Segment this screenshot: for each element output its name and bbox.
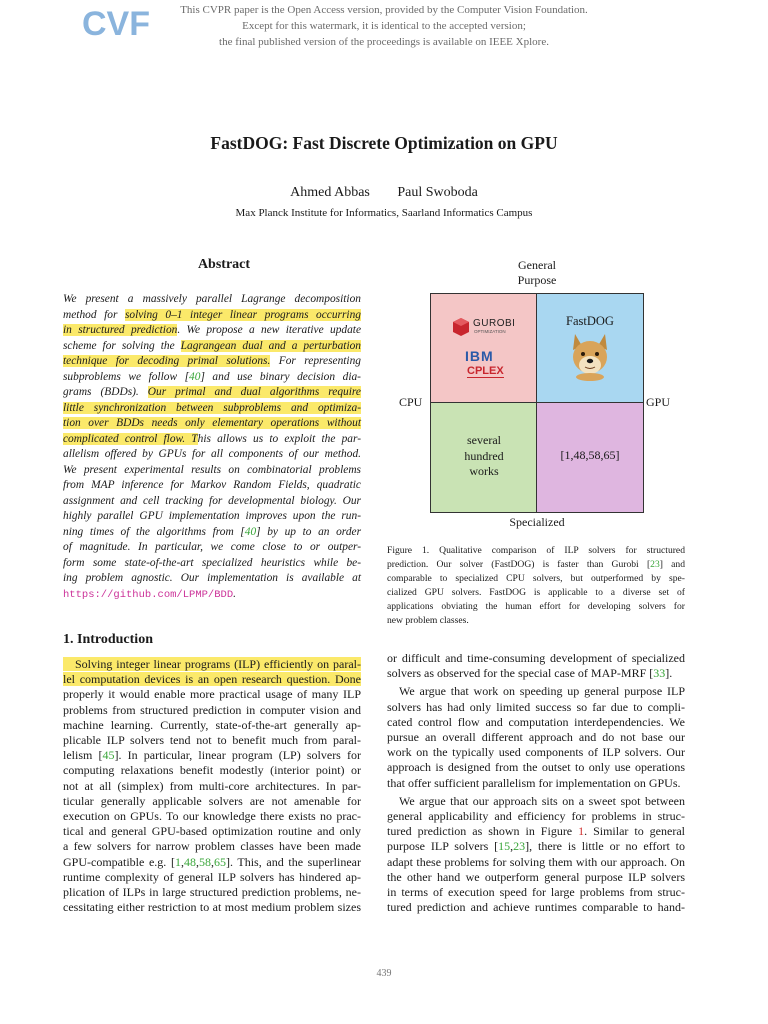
text-line: general applicability and efficiency for problems in struc- [387, 809, 685, 824]
watermark-line: This CVPR paper is the Open Access version, provided by the Computer Vision Foundation. [180, 4, 588, 16]
highlight: technique for decoding primal solutions. [63, 355, 271, 367]
text-line: Figure 1. Qualitative comparison of ILP solvers for structured [387, 545, 685, 556]
text-line: cated control flow and computation interdependencies. We [387, 714, 685, 729]
section-heading: 1. Introduction [63, 632, 153, 647]
text-line: pursue an overall different approach and do not base our [387, 730, 685, 745]
text-line: highly parallel GPU implementation improves upon the run- [63, 510, 361, 522]
author-name: Ahmed Abbas [290, 185, 370, 200]
citation-link[interactable]: 58 [198, 854, 211, 869]
text-line [63, 657, 361, 672]
text-line: method for solving 0–1 integer linear programs occurring [63, 308, 361, 321]
quadrant-cpu-general [430, 293, 537, 403]
highlight: Solving integer linear programs (ILP) efficiently on paral- [63, 657, 361, 671]
citation-link[interactable]: 23 [650, 559, 660, 570]
gurobi-logo: GUROBI OPTIMIZATION [451, 316, 521, 338]
fastdog-label: FastDOG [566, 314, 614, 328]
text-line: or difficult and time-consuming development of specialized [387, 651, 685, 665]
abstract-body [63, 292, 361, 603]
text-line: cessitating either restriction to at most medium problem sizes [63, 900, 361, 915]
text-line: that offer sufficient parallelism for implementation on GPUs. [387, 775, 681, 790]
citation-link[interactable]: 45 [102, 748, 115, 763]
citation-link[interactable]: 40 [244, 525, 257, 538]
text-line: assignment and cell tracking for developmental biology. Our [63, 494, 361, 507]
text-line: in terms of execution speed for large problems from struc- [387, 885, 685, 900]
text-line: adapt these problems for solving them with our approach. On [387, 854, 685, 869]
text-line: We argue that our approach sits on a sweet spot between [399, 793, 685, 808]
abstract-heading: Abstract [197, 257, 251, 272]
text-line: allelism offered by GPUs for all components of our method. [63, 448, 361, 460]
quadrant-gpu-specialized [536, 402, 644, 513]
authors [0, 185, 768, 201]
text-line: approach is designed from the outset to only use operations [387, 760, 685, 775]
axis-label-right: GPU [646, 395, 671, 409]
text-line: We argue that work on speeding up general purpose ILP [399, 684, 685, 699]
watermark [0, 2, 768, 50]
text-line: ticular generally applicable solvers are not amenable for [63, 793, 361, 808]
highlight: little synchronization between subproblems and optimiza- [63, 401, 361, 414]
text-line [63, 672, 361, 687]
highlight: lel computation devices is an open research question. Done [63, 672, 361, 687]
text-line: https://github.com/LPMP/BDD. [63, 587, 236, 601]
text-line: GPU-compatible e.g. [1,48,58,65]. This, and the superlinear [63, 854, 361, 869]
cvf-logo-text: CVF [82, 5, 150, 43]
highlight: solving 0–1 integer linear programs occurring [124, 308, 361, 321]
highlight: in structured prediction [63, 324, 178, 336]
text-line: lelism [45]. In particular, linear program (LP) solvers for [63, 748, 362, 763]
highlight: Our primal and dual algorithms require [147, 386, 361, 398]
text-line: subproblems we follow [40] and use binary decision dia- [63, 370, 361, 383]
text-line: not at all (simplex) from multi-core architectures. In par- [63, 778, 361, 793]
citation-link[interactable]: 1 [174, 854, 181, 869]
watermark-line: the final published version of the proceedings is available on IEEE Xplore. [219, 36, 549, 48]
several-hundred-works-label: several hundred works [464, 433, 504, 478]
citation-link[interactable]: 48 [183, 854, 196, 869]
gpu-specialized-citations: [1,48,58,65] [560, 448, 620, 462]
text-line: form some state-of-the-art specialized heuristics while be- [63, 556, 361, 569]
watermark-line: Except for this watermark, it is identical to the accepted version; [242, 20, 526, 32]
text-line [63, 416, 361, 432]
text-line: ning times of the algorithms from [40] by up to an order [63, 525, 361, 538]
text-line: We present experimental results on combinatorial problems [63, 463, 361, 476]
text-line: tured prediction and achieve runtimes comparable to hand- [387, 900, 685, 915]
text-line: complicated control flow. This allows us to exploit the par- [63, 432, 361, 445]
text-line: runtime complexity of general ILP solvers has hindered ap- [63, 869, 361, 884]
axis-label-left: CPU [399, 395, 423, 409]
text-line: We present a massively parallel Lagrange decomposition [63, 293, 361, 305]
text-line: work on the typically used components of ILP solvers. Our [387, 745, 685, 760]
affiliation: Max Planck Institute for Informatics, Saarland Informatics Campus [235, 207, 533, 219]
text-line: a few solvers for narrow problem classes have been made [63, 839, 361, 854]
text-line [63, 401, 361, 417]
text-line: the other hand we outperform general purpose ILP solvers [387, 869, 685, 884]
text-line: comparable to specialized CPU solvers, but outperformed by spe- [387, 573, 685, 584]
axis-label-top: General Purpose [517, 258, 557, 287]
text-line: scheme for solving the Lagrangean dual and a perturbation [63, 339, 362, 352]
citation-link[interactable]: 23 [513, 839, 526, 854]
doge-icon [567, 330, 613, 380]
text-line: tical and general GPU-based optimization routine and only [63, 824, 361, 839]
text-line: in structured prediction. We propose a new iterative update [63, 324, 361, 336]
figure-caption [387, 544, 685, 628]
citation-link[interactable]: 15 [498, 839, 511, 854]
intro-right-column [387, 651, 685, 915]
text-line: new problem classes. [387, 615, 469, 626]
quadrant-gpu-general [536, 293, 644, 403]
page-number: 439 [376, 968, 392, 979]
text-line: plicable ILP solvers tend not to benefit much from paral- [63, 733, 361, 748]
author-name: Paul Swoboda [397, 185, 478, 200]
text-line: machine learning. Currently, state-of-the-art generally ap- [63, 717, 361, 732]
text-line: problems from structured prediction in computer vision and [63, 702, 361, 717]
citation-link[interactable]: 65 [213, 854, 226, 869]
text-line: purpose ILP solvers [15,23], there is little or no effort to [387, 839, 685, 854]
ibm-logo: IBM [465, 348, 494, 364]
text-line: execution on GPUs. To our knowledge there exists no prac- [63, 809, 361, 824]
text-line: properly it would enable more practical usage of many ILP [63, 687, 361, 702]
text-line: of magnitude. In particular, we come close to or outper- [63, 541, 361, 553]
text-line: prediction. Our solver (FastDOG) is faster than Gurobi [23] and [387, 559, 685, 570]
text-line: solvers has had only limited success so far due to compli- [387, 699, 685, 714]
text-line: technique for decoding primal solutions. For representing [63, 355, 361, 367]
text-line: applications obviating the human effort for developing solvers for [387, 601, 685, 612]
text-line: grams (BDDs). Our primal and dual algorithms require [63, 386, 361, 398]
text-line: tured prediction as shown in Figure 1. Similar to general [387, 824, 685, 839]
text-line: computing relaxations benefit modestly (interior point) or [63, 763, 361, 778]
highlight: tion over BDDs needs only elementary operations without [63, 417, 361, 429]
paper-title: FastDOG: Fast Discrete Optimization on GPU [210, 133, 558, 153]
intro-left-column [63, 657, 361, 915]
repository-link[interactable]: https://github.com/LPMP/BDD [63, 588, 234, 601]
figure-1 [390, 258, 690, 533]
figure-link[interactable]: 1 [578, 824, 585, 839]
quadrant-cpu-specialized [430, 402, 537, 513]
text-line: from MAP inference for Markov Random Fields, quadratic [63, 479, 361, 491]
citation-link[interactable]: 33 [653, 666, 666, 681]
text-line: cialized GPU solvers. FastDOG is applicable to a diverse set of [387, 587, 685, 598]
highlight: Lagrangean dual and a perturbation [180, 339, 362, 352]
cplex-logo: CPLEX [467, 365, 504, 377]
highlight: complicated control flow. T [63, 432, 198, 445]
axis-label-bottom: Specialized [509, 515, 565, 529]
citation-link[interactable]: 40 [189, 370, 201, 383]
text-line: plication of ILPs in large structured prediction problems, ne- [63, 885, 361, 900]
text-line: ing problem agnostic. Our implementation is available at [63, 572, 361, 584]
text-line: solvers as observed for the special case of MAP-MRF [33]. [387, 666, 673, 681]
